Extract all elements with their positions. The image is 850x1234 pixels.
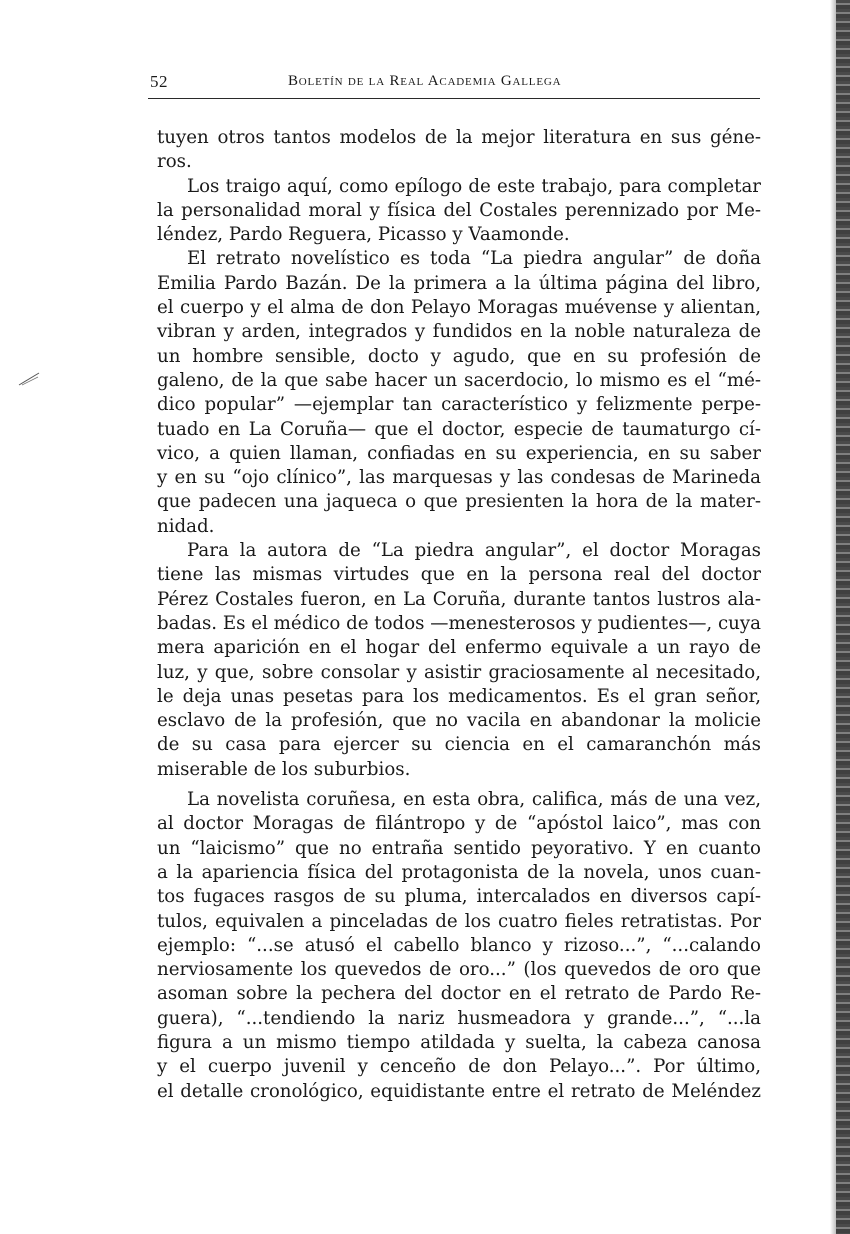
running-title: Boletín de la Real Academia Gallega bbox=[288, 73, 562, 89]
text-line: dico popular” —ejemplar tan característico y felizmente perpe- bbox=[157, 394, 761, 416]
text-line: esclavo de la profesión, que no vacila en abandonar la molicie bbox=[157, 710, 761, 732]
text-line: un hombre sensible, docto y agudo, que en su profesión de bbox=[157, 345, 761, 367]
text-line: badas. Es el médico de todos —menesterosos y pudientes—, cuya bbox=[157, 612, 761, 634]
text-line: a la apariencia física del protagonista de la novela, unos cuan- bbox=[157, 861, 761, 883]
text-line: tiene las mismas virtudes que en la persona real del doctor bbox=[157, 564, 761, 586]
text-line: galeno, de la que sabe hacer un sacerdocio, lo mismo es el “mé- bbox=[157, 369, 761, 391]
text-line: La novelista coruñesa, en esta obra, califica, más de una vez, bbox=[187, 789, 761, 811]
body-text bbox=[157, 126, 761, 1104]
text-line: la personalidad moral y física del Costales perennizado por Me- bbox=[157, 199, 761, 221]
text-line: tulos, equivalen a pinceladas de los cuatro fieles retratistas. Por bbox=[157, 910, 761, 932]
text-line: guera), “...tendiendo la nariz husmeadora y grande...”, “...la bbox=[157, 1007, 761, 1029]
text-line: ros. bbox=[157, 151, 192, 173]
text-line: nidad. bbox=[157, 515, 215, 537]
header-rule bbox=[148, 98, 760, 99]
text-line: miserable de los suburbios. bbox=[157, 758, 411, 780]
paragraph bbox=[157, 247, 761, 539]
text-line: un “laicismo” que no entraña sentido peyorativo. Y en cuanto bbox=[157, 837, 761, 859]
text-line: el detalle cronológico, equidistante entre el retrato de Meléndez bbox=[157, 1080, 761, 1102]
text-line: El retrato novelístico es toda “La piedra angular” de doña bbox=[187, 248, 761, 270]
text-line: le deja unas pesetas para los medicamentos. Es el gran señor, bbox=[157, 685, 761, 707]
text-line: mera aparición en el hogar del enfermo equivale a un rayo de bbox=[157, 637, 761, 659]
text-line: tuyen otros tantos modelos de la mejor literatura en sus géne- bbox=[157, 127, 761, 148]
scan-binding-edge bbox=[836, 0, 850, 1234]
text-line: y el cuerpo juvenil y cenceño de don Pelayo...”. Por último, bbox=[157, 1056, 761, 1078]
text-line: léndez, Pardo Reguera, Picasso y Vaamonde. bbox=[157, 224, 570, 246]
page-number: 52 bbox=[150, 72, 168, 91]
text-line: Para la autora de “La piedra angular”, el doctor Moragas bbox=[187, 540, 761, 562]
text-line: y en su “ojo clínico”, las marquesas y las condesas de Marineda bbox=[157, 467, 761, 489]
paragraph bbox=[157, 126, 761, 175]
text-line: nerviosamente los quevedos de oro...” (los quevedos de oro que bbox=[157, 959, 761, 981]
text-line: tos fugaces rasgos de su pluma, intercalados en diversos capí- bbox=[157, 886, 761, 908]
text-line: Emilia Pardo Bazán. De la primera a la última página del libro, bbox=[157, 272, 761, 294]
text-line: Los traigo aquí, como epílogo de este trabajo, para completar bbox=[187, 175, 761, 197]
text-line: asoman sobre la pechera del doctor en el retrato de Pardo Re- bbox=[157, 983, 761, 1005]
text-line: vico, a quien llaman, confiadas en su experiencia, en su saber bbox=[157, 442, 761, 464]
paragraph bbox=[157, 539, 761, 782]
page-header bbox=[150, 72, 758, 98]
text-line: tuado en La Coruña— que el doctor, especie de taumaturgo cí- bbox=[157, 418, 761, 440]
text-line: ejemplo: “...se atusó el cabello blanco y rizoso...”, “...calando bbox=[157, 934, 761, 956]
text-line: que padecen una jaqueca o que presienten la hora de la mater- bbox=[157, 491, 761, 513]
text-line: Pérez Costales fueron, en La Coruña, durante tantos lustros ala- bbox=[157, 588, 761, 610]
text-line: el cuerpo y el alma de don Pelayo Moragas muévense y alientan, bbox=[157, 297, 761, 319]
text-line: figura a un mismo tiempo atildada y suelta, la cabeza canosa bbox=[157, 1031, 761, 1053]
paragraph bbox=[157, 788, 761, 1104]
text-line: vibran y arden, integrados y fundidos en la noble naturaleza de bbox=[157, 321, 761, 343]
text-line: al doctor Moragas de filántropo y de “apóstol laico”, mas con bbox=[157, 813, 761, 835]
paragraph bbox=[157, 175, 761, 248]
text-line: de su casa para ejercer su ciencia en el camaranchón más bbox=[157, 734, 761, 756]
text-line: luz, y que, sobre consolar y asistir graciosamente al necesitado, bbox=[157, 661, 761, 683]
margin-pencil-mark bbox=[18, 372, 40, 386]
